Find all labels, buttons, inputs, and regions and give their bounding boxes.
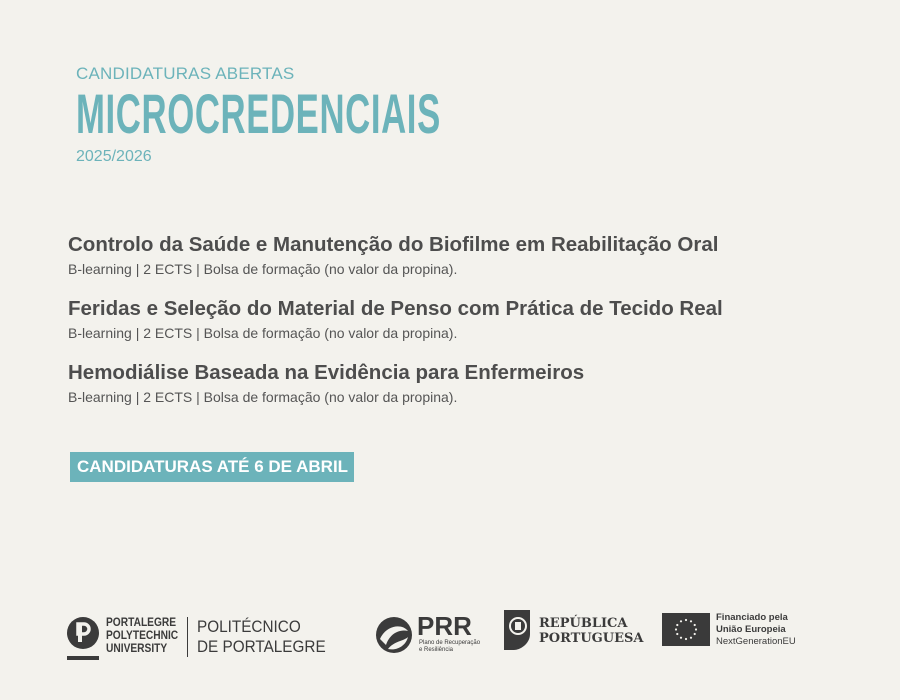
eu-line: NextGenerationEU [716, 636, 796, 647]
academic-year: 2025/2026 [76, 148, 152, 165]
eu-flag-icon [662, 613, 710, 646]
portalegre-polytechnic-wordmark [106, 616, 178, 655]
footer-logos [0, 600, 900, 670]
eu-funding-text [716, 612, 796, 648]
prr-sub-line: e Resiliência [419, 647, 454, 653]
course-meta: B-learning | 2 ECTS | Bolsa de formação (no valor da propina). [68, 261, 458, 277]
eu-line: Financiado pela [716, 612, 788, 623]
course-title: Feridas e Seleção do Material de Penso com Prática de Tecido Real [68, 297, 723, 320]
header [76, 64, 664, 166]
rp-line: PORTUGUESA [539, 631, 644, 646]
prr-subtitle [419, 640, 480, 654]
page-title: MICROCREDENCIAIS [76, 82, 441, 145]
pp-name-line: DE PORTALEGRE [197, 637, 326, 656]
pp-name-line: POLITÉCNICO [197, 617, 301, 636]
course-item [68, 296, 868, 343]
portalegre-polytechnic-logo-icon [66, 616, 100, 662]
course-title: Hemodiálise Baseada na Evidência para Enfermeiros [68, 361, 585, 384]
prr-logo-icon [374, 615, 414, 655]
eyebrow-text: CANDIDATURAS ABERTAS [76, 64, 295, 83]
course-list [68, 232, 868, 424]
course-meta: B-learning | 2 ECTS | Bolsa de formação (no valor da propina). [68, 389, 458, 405]
prr-wordmark: PRR [417, 611, 472, 641]
prr-sub-line: Plano de Recuperação [419, 640, 481, 646]
pp-line: UNIVERSITY [106, 641, 168, 655]
course-item [68, 232, 868, 279]
eu-line: União Europeia [716, 624, 786, 635]
pp-line: PORTALEGRE [106, 615, 177, 629]
politecnico-wordmark [197, 617, 326, 657]
course-meta: B-learning | 2 ECTS | Bolsa de formação (no valor da propina). [68, 325, 458, 341]
deadline-badge: CANDIDATURAS ATÉ 6 DE ABRIL [70, 452, 354, 482]
course-item [68, 360, 868, 407]
rp-line: REPÚBLICA [539, 616, 628, 631]
course-title: Controlo da Saúde e Manutenção do Biofilme em Reabilitação Oral [68, 233, 719, 256]
republica-portuguesa-wordmark [539, 616, 644, 646]
republica-portuguesa-emblem-icon [500, 608, 534, 652]
logo-divider [187, 617, 188, 657]
pp-line: POLYTECHNIC [106, 628, 179, 642]
